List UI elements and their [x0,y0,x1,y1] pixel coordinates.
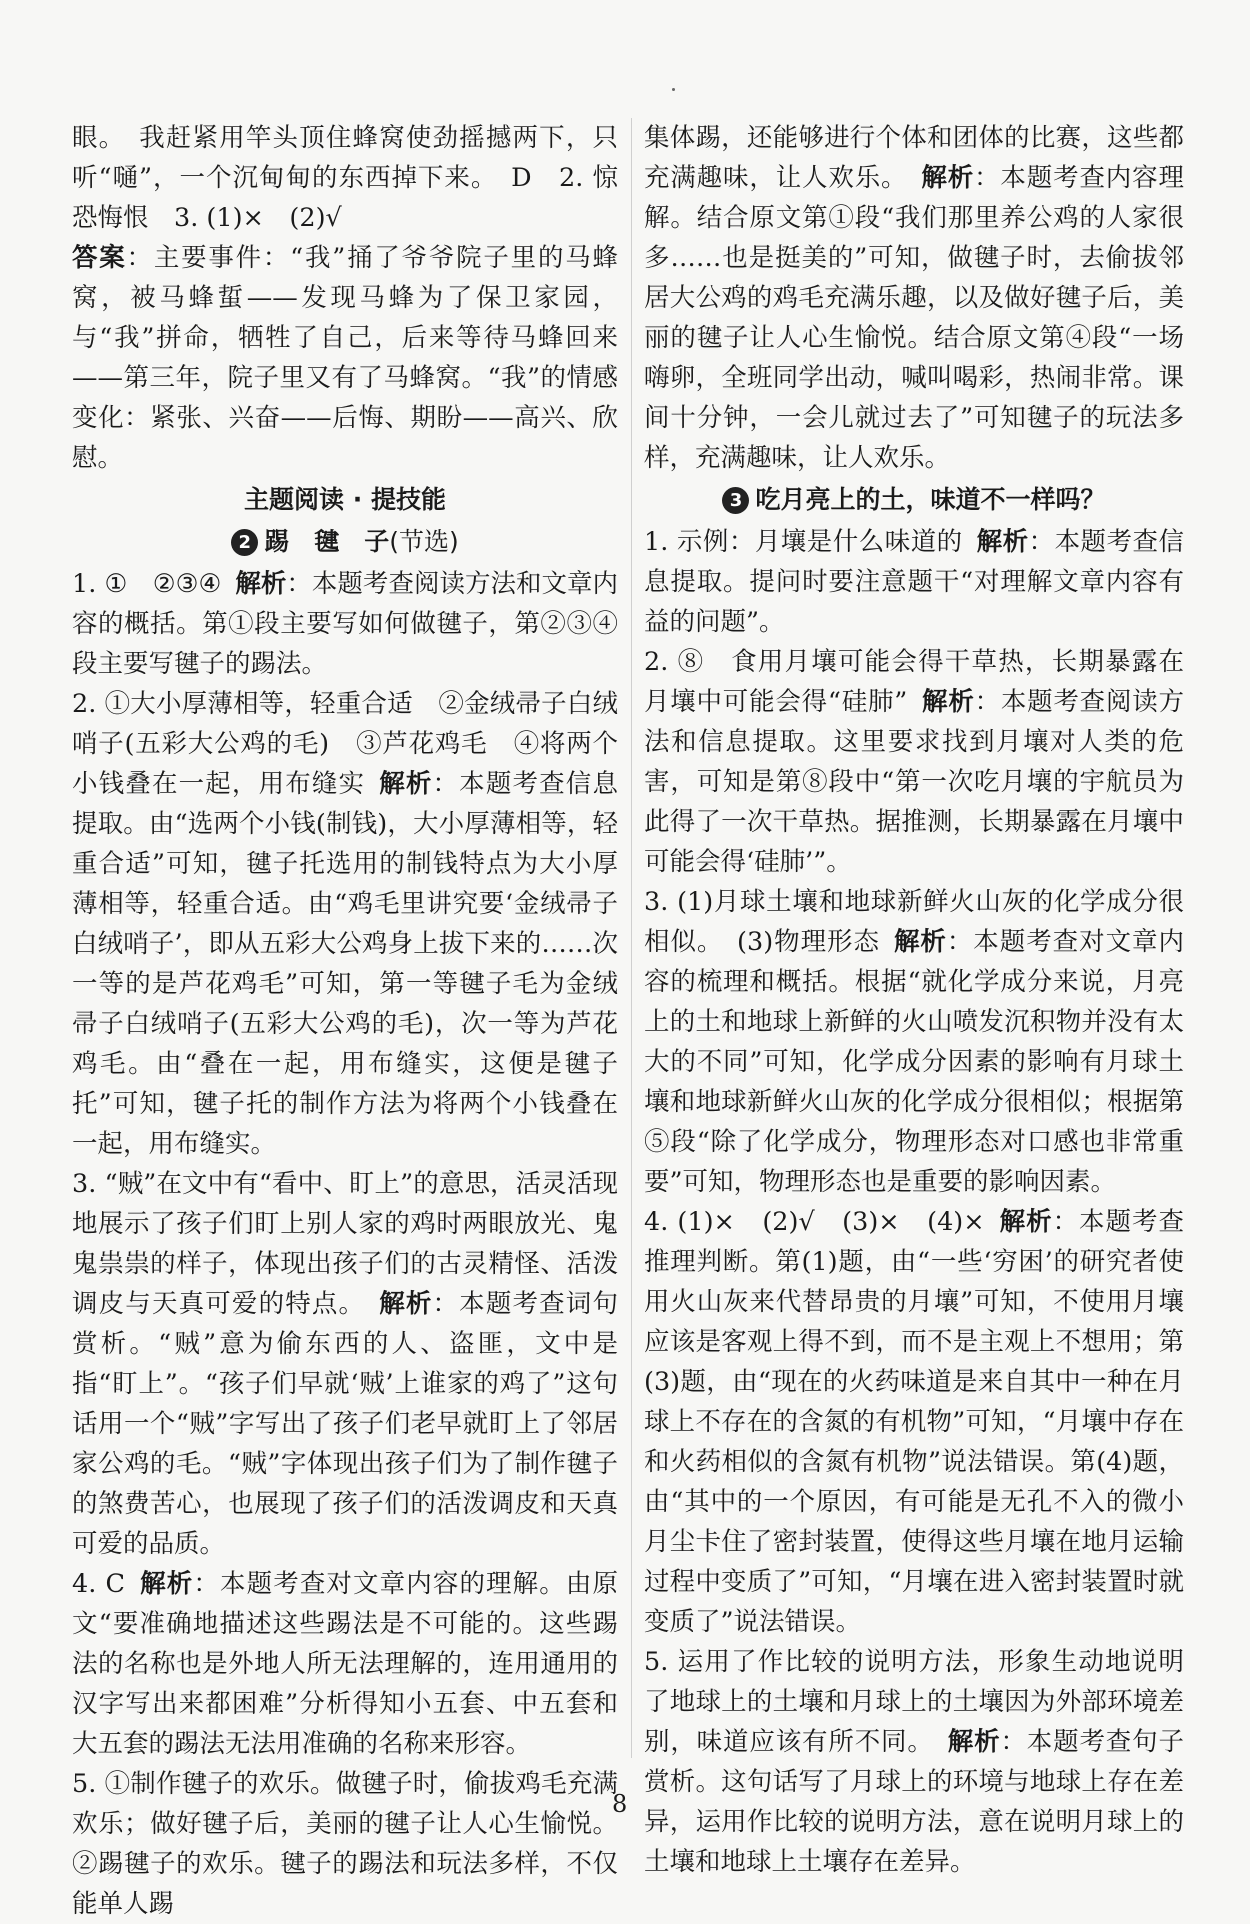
answer-label: 答案 [72,243,127,273]
article-title: 踢 毽 子 [264,527,390,556]
analysis-label: 解析 [998,1207,1053,1237]
answer-item-text: 2. ⑧ 食用月壤可能会得干草热，长期暴露在月壤中可能会得“硅肺” [644,647,1184,717]
answer-item-text: 5. ①制作毽子的欢乐。做毽子时，偷拔鸡毛充满欢乐；做好毽子后，美丽的毽子让人心生愉悦。②踢毽子的欢乐。毽子的踢法和玩法多样，不仅能单人踢 [72,1769,618,1919]
answer-item [644,642,1184,882]
answer-item-text: 1. 示例：月壤是什么味道的 [644,527,963,557]
answer-item-text: 3. “贼”在文中有“看中、盯上”的意思，活灵活现地展示了孩子们盯上别人家的鸡时两眼放光、鬼鬼祟祟的样子，体现出孩子们的古灵精怪、活泼调皮与天真可爱的特点。 [72,1169,618,1319]
answer-item [644,522,1184,642]
article-number-badge: 2 [231,529,258,556]
analysis-text: ：本题考查句子赏析。这句话写了月球上的环境与地球上存在差异，运用作比较的说明方法，意在说明月球上的土壤和地球上土壤存在差异。 [644,1727,1184,1877]
answer-item [72,1564,618,1764]
analysis-text: ：本题考查推理判断。第(1)题，由“一些‘穷困’的研究者使用火山灰来代替昂贵的月壤”可知，不使用月壤应该是客观上得不到，而不是主观上不想用；第(3)题，由“现在的火药味道是来自其中一种在月球上不存在的含氮的有机物”可知，“月壤中存在和火药相似的含氮有机物”说法错误。第(4)题，由“其中的一个原因，有可能是无孔不入的微小月尘卡住了密封装置，使得这些月壤在地月运输过程中变质了”可知，“月壤在进入密封装置时就变质了”说法错误。 [644,1207,1184,1637]
continued-text: 集体踢，还能够进行个体和团体的比赛，这些都充满趣味，让人欢乐。 [644,123,1184,193]
article-heading-2 [72,522,618,562]
analysis-text: ：本题考查信息提取。由“选两个小钱(制钱)，大小厚薄相等，轻重合适”可知，毽子托选用的制钱特点为大小厚薄相等，轻重合适。由“鸡毛里讲究要‘金绒帚子白绒哨子’，即从五彩大公鸡身上拔下来的……次一等的是芦花鸡毛”可知，第一等毽子毛为金绒帚子白绒哨子(五彩大公鸡的毛)，次一等为芦花鸡毛。由“叠在一起，用布缝实，这便是毽子托”可知，毽子托的制作方法为将两个小钱叠在一起，用布缝实。 [72,769,618,1159]
analysis-label: 解析 [379,769,433,799]
answer-item-text: 3. (1)月球土壤和地球新鲜火山灰的化学成分很相似。 (3)物理形态 [644,887,1184,957]
answer-item [72,564,618,684]
analysis-label: 解析 [893,927,947,957]
left-column [72,118,618,1924]
analysis-label: 解析 [976,527,1029,557]
section-title: 主题阅读 · 提技能 [244,485,446,514]
scan-dot [672,88,675,91]
answer-text: ：主要事件：“我”捅了爷爷院子里的马蜂窝，被马蜂蜇——发现马蜂为了保卫家园，与“我”拼命，牺牲了自己，后来等待马蜂回来——第三年，院子里又有了马蜂窝。“我”的情感变化：紧张、兴奋——后悔、期盼——高兴、欣慰。 [72,243,618,473]
continued-paragraph [644,118,1184,478]
column-divider [631,118,632,1758]
answer-item-text: 5. 运用了作比较的说明方法，形象生动地说明了地球上的土壤和月球上的土壤因为外部环境差别，味道应该有所不同。 [644,1647,1184,1757]
answer-item [644,1642,1184,1882]
analysis-text: ：本题考查阅读方法和文章内容的概括。第①段主要写如何做毽子，第②③④段主要写毽子的踢法。 [72,569,618,679]
analysis-text: ：本题考查信息提取。提问时要注意题干“对理解文章内容有益的问题”。 [644,527,1184,637]
article-heading-3 [644,480,1184,520]
analysis-label: 解析 [921,687,975,717]
analysis-text: ：本题考查内容理解。结合原文第①段“我们那里养公鸡的人家很多……也是挺美的”可知，做毽子时，去偷拔邻居大公鸡的鸡毛充满乐趣，以及做好毽子后，美丽的毽子让人心生愉悦。结合原文第④段“一场嗨卵，全班同学出动，喊叫喝彩，热闹非常。课间十分钟，一会儿就过去了”可知毽子的玩法多样，充满趣味，让人欢乐。 [644,163,1184,473]
answer-item [644,882,1184,1202]
answer-item [644,1202,1184,1642]
left-intro-paragraph: 眼。 我赶紧用竿头顶住蜂窝使劲摇撼两下，只听“嗵”，一个沉甸甸的东西掉下来。 D 2. 惊恐悔恨 3. (1)× (2)√ [72,123,618,233]
answer-paragraph [72,238,618,478]
analysis-text: ：本题考查阅读方法和信息提取。这里要求找到月壤对人类的危害，可知是第⑧段中“第一次吃月壤的宇航员为此得了一次干草热。据推测，长期暴露在月壤中可能会得‘硅肺’”。 [644,687,1184,877]
analysis-label: 解析 [379,1289,433,1319]
analysis-label: 解析 [235,569,287,599]
article-note: (节选) [389,527,459,556]
answer-item-text: 4. (1)× (2)√ (3)× (4)× [644,1207,985,1237]
analysis-text: ：本题考查对文章内容的梳理和概括。根据“就化学成分来说，月亮上的土和地球上新鲜的火山喷发沉积物并没有太大的不同”可知，化学成分因素的影响有月球土壤和地球新鲜火山灰的化学成分很相似；根据第⑤段“除了化学成分，物理形态对口感也非常重要”可知，物理形态也是重要的影响因素。 [644,927,1184,1197]
analysis-label: 解析 [921,163,975,193]
answer-item [72,1764,618,1924]
article-number-badge: 3 [722,487,749,514]
analysis-label: 解析 [947,1727,1001,1757]
answer-item-text: 1. ① ②③④ [72,569,222,599]
article-title: 吃月亮上的土，味道不一样吗？ [755,485,1106,514]
answer-item [72,684,618,1164]
analysis-text: ：本题考查词句赏析。“贼”意为偷东西的人、盗匪，文中是指“盯上”。“孩子们早就‘贼’上谁家的鸡了”这句话用一个“贼”字写出了孩子们老早就盯上了邻居家公鸡的毛。“贼”字体现出孩子们为了制作毽子的煞费苦心，也展现了孩子们的活泼调皮和天真可爱的品质。 [72,1289,618,1559]
answer-item [72,1164,618,1564]
analysis-text: ：本题考查对文章内容的理解。由原文“要准确地描述这些踢法是不可能的。这些踢法的名称也是外地人所无法理解的，连用通用的汉字写出来都困难”分析得知小五套、中五套和大五套的踢法无法用准确的名称来形容。 [72,1569,618,1759]
answer-item-text: 2. ①大小厚薄相等，轻重合适 ②金绒帚子白绒哨子(五彩大公鸡的毛) ③芦花鸡毛 ④将两个小钱叠在一起，用布缝实 [72,689,618,799]
analysis-label: 解析 [139,1569,194,1599]
answer-item-text: 4. C [72,1569,126,1599]
right-column [644,118,1184,1882]
page-number: 8 [612,1790,628,1818]
